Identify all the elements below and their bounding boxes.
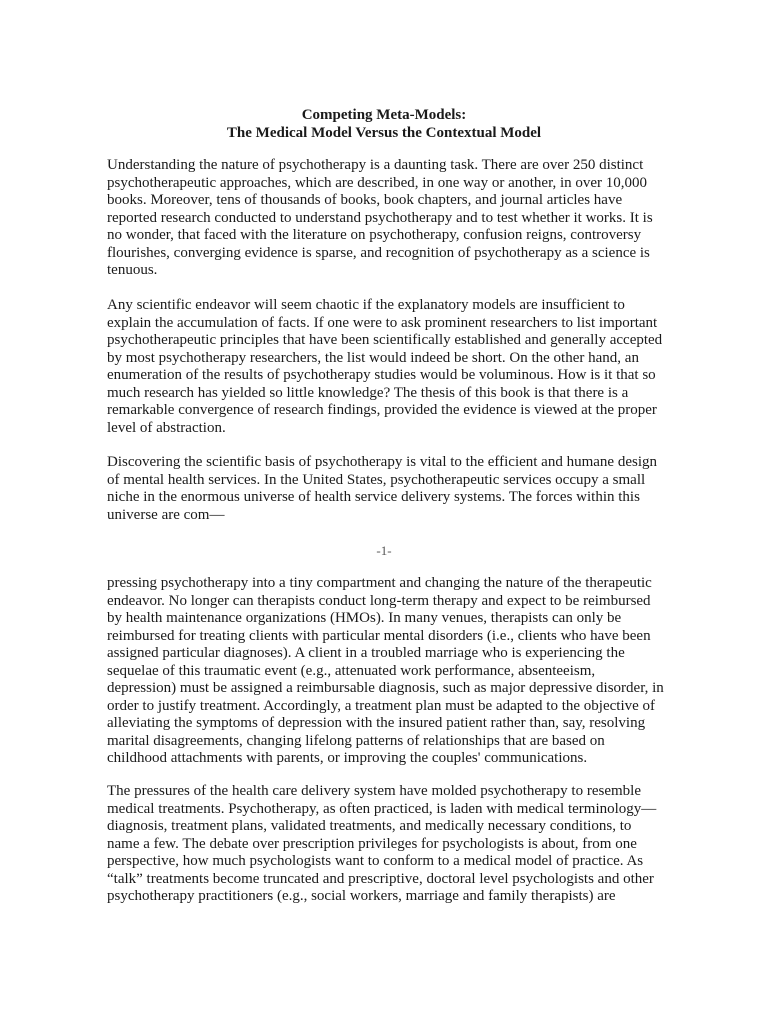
paragraph-2: Any scientific endeavor will seem chaotic if the explanatory models are insufficient to explain the accumulation of facts. If one were to ask prominent researchers to list important psychotherapeutic principles that have been scientifically established and generally accepted by most psychotherapy researchers, the list would indeed be short. On the other hand, an enumeration of the results of psychotherapy studies would be voluminous. How is it that so much research has yielded so little knowledge? The thesis of this book is that there is a remarkable convergence of research findings, provided the evidence is viewed at the proper level of abstraction. [107, 297, 663, 436]
paragraph-4: pressing psychotherapy into a tiny compartment and changing the nature of the therapeutic endeavor. No longer can therapists conduct long-term therapy and expect to be reimbursed by health maintenance organizations (HMOs). In many venues, therapists can only be reimbursed for treating clients with particular mental disorders (i.e., clients who have been assigned particular diagnoses). A client in a troubled marriage who is experiencing the sequelae of this traumatic event (e.g., attenuated work performance, absenteeism, depression) must be assigned a reimbursable diagnosis, such as major depressive disorder, in order to justify treatment. Accordingly, a treatment plan must be adapted to the objective of alleviating the symptoms of depression with the insured patient rather than, say, resolving marital disagreements, changing lifelong patterns of relationships that are based on childhood attachments with parents, or improving the couples' communications. [107, 575, 664, 766]
paragraph-1: Understanding the nature of psychotherapy is a daunting task. There are over 250 distinct psychotherapeutic approaches, which are described, in one way or another, in over 10,000 books. Moreover, tens of thousands of books, book chapters, and journal articles have reported research conducted to understand psychotherapy and to test whether it works. It is no wonder, that faced with the literature on psychotherapy, confusion reigns, controversy flourishes, converging evidence is sparse, and recognition of psychotherapy as a science is tenuous. [107, 157, 653, 278]
paragraph-3: Discovering the scientific basis of psychotherapy is vital to the efficient and humane design of mental health services. In the United States, psychotherapeutic services occupy a small niche in the enormous universe of health service delivery systems. The forces within this universe are com— [107, 454, 657, 523]
paragraph-5: The pressures of the health care delivery system have molded psychotherapy to resemble medical treatments. Psychotherapy, as often practiced, is laden with medical terminology— diagnosis, treatment plans, validated treatments, and medically necessary conditions, to name a few. The debate over prescription privileges for psychologists is about, from one perspective, how much psychologists want to conform to a medical model of practice. As “talk” treatments become truncated and prescriptive, doctoral level psychologists and other psychotherapy practitioners (e.g., social workers, marriage and family therapists) are [107, 783, 657, 904]
page-number: -1- [376, 543, 392, 558]
document-title-line-2: The Medical Model Versus the Contextual Model [226, 125, 542, 141]
document-title-line-1: Competing Meta-Models: [301, 107, 467, 123]
